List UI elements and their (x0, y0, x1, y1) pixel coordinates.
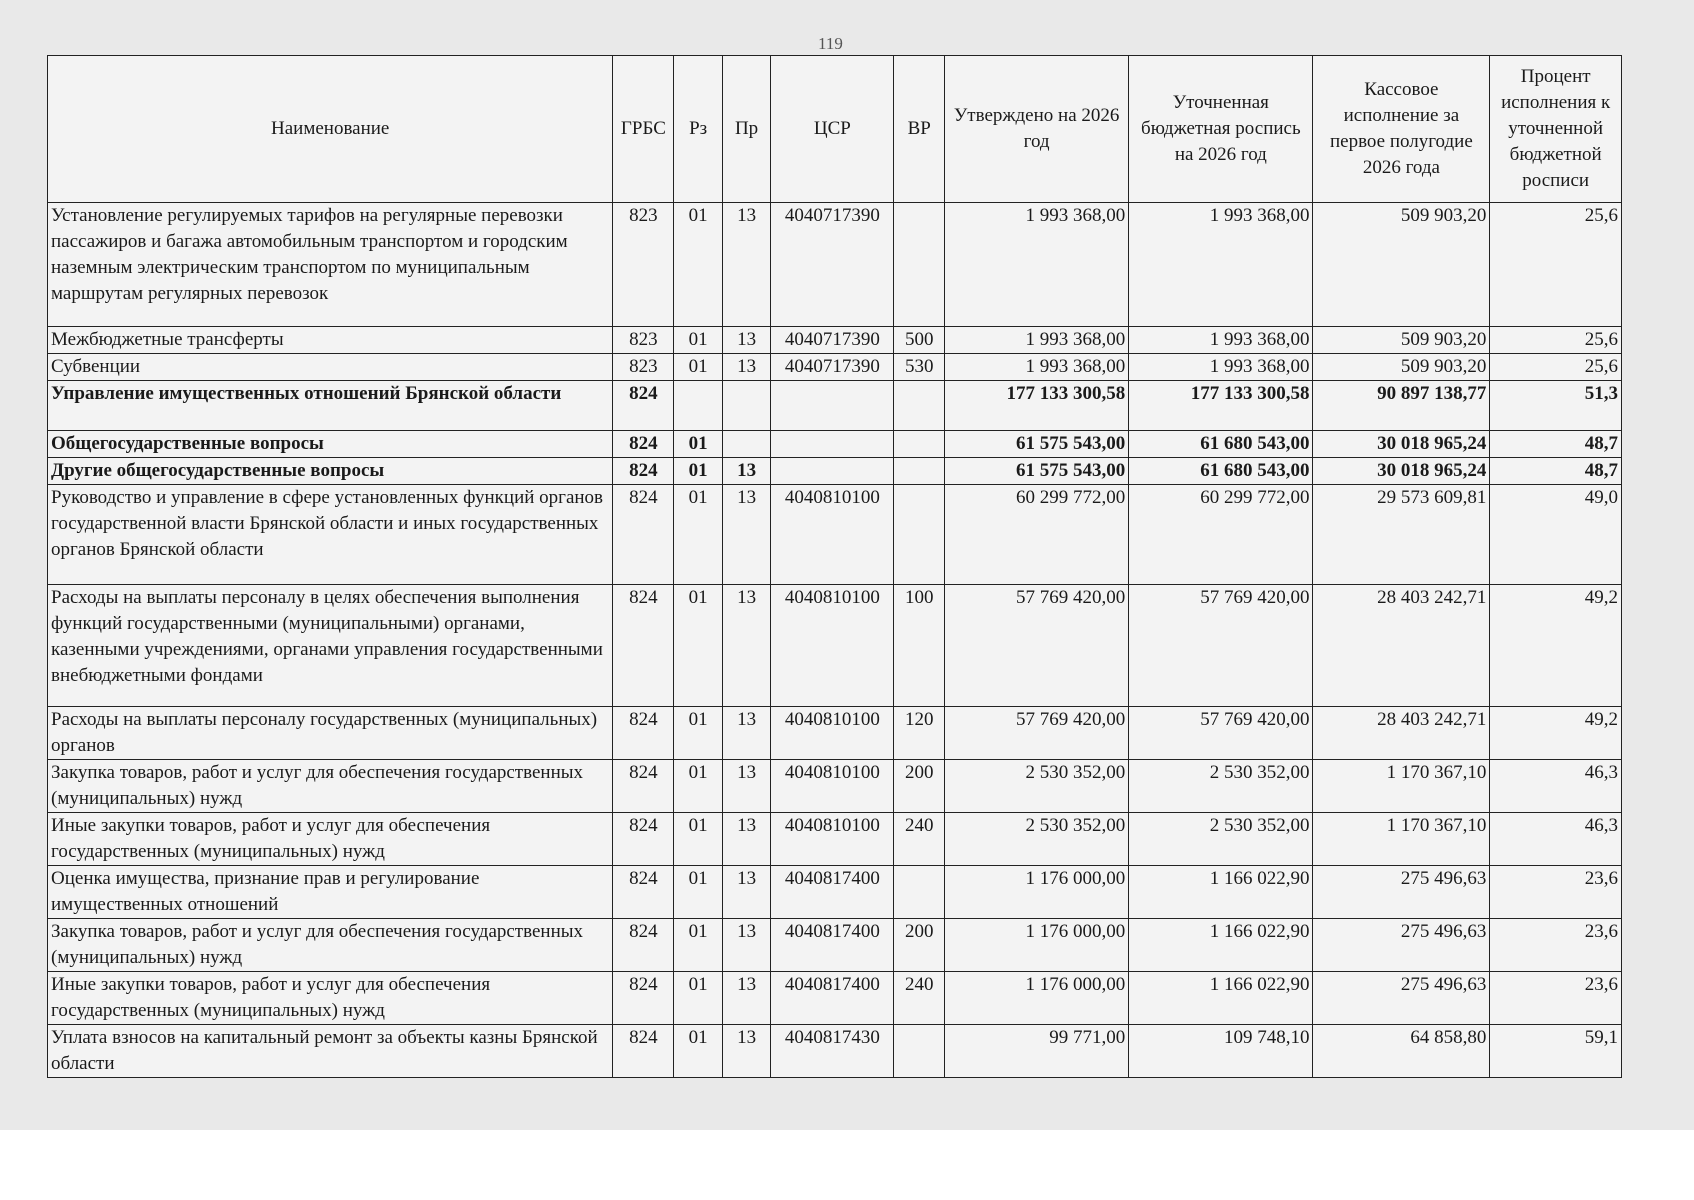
cell-name: Иные закупки товаров, работ и услуг для обеспечения государственных (муниципальных) нужд (48, 972, 613, 1025)
cell-percent: 25,6 (1490, 327, 1622, 354)
cell-csr: 4040810100 (771, 585, 894, 707)
cell-cash: 30 018 965,24 (1313, 431, 1490, 458)
cell-rz: 01 (674, 919, 722, 972)
cell-cash: 275 496,63 (1313, 866, 1490, 919)
cell-refined: 2 530 352,00 (1129, 813, 1313, 866)
cell-cash: 30 018 965,24 (1313, 458, 1490, 485)
cell-approved: 57 769 420,00 (944, 707, 1128, 760)
cell-rz (674, 381, 722, 431)
cell-approved: 99 771,00 (944, 1025, 1128, 1078)
cell-approved: 1 993 368,00 (944, 327, 1128, 354)
cell-rz: 01 (674, 1025, 722, 1078)
budget-execution-table (47, 55, 1622, 1078)
cell-pr: 13 (722, 327, 770, 354)
cell-refined: 1 166 022,90 (1129, 972, 1313, 1025)
cell-refined: 1 993 368,00 (1129, 327, 1313, 354)
cell-cash: 275 496,63 (1313, 919, 1490, 972)
cell-rz: 01 (674, 354, 722, 381)
cell-approved: 1 993 368,00 (944, 354, 1128, 381)
cell-refined: 57 769 420,00 (1129, 707, 1313, 760)
cell-rz: 01 (674, 431, 722, 458)
cell-grbs: 824 (613, 431, 674, 458)
cell-rz: 01 (674, 203, 722, 327)
cell-vr: 120 (894, 707, 945, 760)
cell-grbs: 824 (613, 972, 674, 1025)
cell-rz: 01 (674, 707, 722, 760)
cell-refined: 1 166 022,90 (1129, 919, 1313, 972)
cell-percent: 23,6 (1490, 972, 1622, 1025)
cell-csr: 4040717390 (771, 327, 894, 354)
cell-name: Расходы на выплаты персоналу в целях обеспечения выполнения функций государственными (муниципальными) органами, казенными учреждениями, органами управления государственными внебюджетными фондами (48, 585, 613, 707)
cell-name: Межбюджетные трансферты (48, 327, 613, 354)
cell-approved: 1 176 000,00 (944, 972, 1128, 1025)
cell-pr: 13 (722, 458, 770, 485)
header-cash: Кассовое исполнение за первое полугодие 2026 года (1313, 56, 1490, 203)
cell-csr: 4040817400 (771, 919, 894, 972)
cell-name: Субвенции (48, 354, 613, 381)
cell-rz: 01 (674, 813, 722, 866)
cell-percent: 49,2 (1490, 585, 1622, 707)
cell-refined: 2 530 352,00 (1129, 760, 1313, 813)
header-rz: Рз (674, 56, 722, 203)
cell-grbs: 824 (613, 485, 674, 585)
cell-cash: 1 170 367,10 (1313, 760, 1490, 813)
cell-rz: 01 (674, 585, 722, 707)
cell-csr: 4040817400 (771, 866, 894, 919)
cell-vr (894, 458, 945, 485)
cell-name: Закупка товаров, работ и услуг для обеспечения государственных (муниципальных) нужд (48, 760, 613, 813)
cell-percent: 46,3 (1490, 813, 1622, 866)
cell-approved: 2 530 352,00 (944, 813, 1128, 866)
cell-grbs: 823 (613, 354, 674, 381)
table-row (48, 707, 1622, 760)
cell-vr: 240 (894, 813, 945, 866)
cell-cash: 1 170 367,10 (1313, 813, 1490, 866)
cell-name: Управление имущественных отношений Брянской области (48, 381, 613, 431)
cell-cash: 90 897 138,77 (1313, 381, 1490, 431)
cell-approved: 61 575 543,00 (944, 431, 1128, 458)
cell-refined: 60 299 772,00 (1129, 485, 1313, 585)
cell-grbs: 823 (613, 327, 674, 354)
cell-vr (894, 431, 945, 458)
cell-refined: 57 769 420,00 (1129, 585, 1313, 707)
cell-pr: 13 (722, 919, 770, 972)
table-row (48, 972, 1622, 1025)
cell-refined: 109 748,10 (1129, 1025, 1313, 1078)
cell-percent: 46,3 (1490, 760, 1622, 813)
cell-grbs: 824 (613, 866, 674, 919)
cell-cash: 509 903,20 (1313, 354, 1490, 381)
cell-csr: 4040817430 (771, 1025, 894, 1078)
cell-rz: 01 (674, 485, 722, 585)
cell-pr: 13 (722, 1025, 770, 1078)
cell-refined: 1 993 368,00 (1129, 203, 1313, 327)
cell-name: Уплата взносов на капитальный ремонт за объекты казны Брянской области (48, 1025, 613, 1078)
cell-cash: 28 403 242,71 (1313, 585, 1490, 707)
cell-refined: 61 680 543,00 (1129, 458, 1313, 485)
cell-pr: 13 (722, 203, 770, 327)
cell-vr: 240 (894, 972, 945, 1025)
cell-approved: 60 299 772,00 (944, 485, 1128, 585)
cell-grbs: 824 (613, 458, 674, 485)
cell-pr: 13 (722, 585, 770, 707)
table-row (48, 458, 1622, 485)
table-header-row (48, 56, 1622, 203)
header-name: Наименование (48, 56, 613, 203)
cell-cash: 29 573 609,81 (1313, 485, 1490, 585)
cell-percent: 48,7 (1490, 431, 1622, 458)
cell-vr (894, 381, 945, 431)
cell-grbs: 824 (613, 585, 674, 707)
cell-vr: 200 (894, 760, 945, 813)
cell-vr: 200 (894, 919, 945, 972)
cell-csr (771, 431, 894, 458)
cell-grbs: 824 (613, 760, 674, 813)
cell-approved: 1 993 368,00 (944, 203, 1128, 327)
cell-vr (894, 485, 945, 585)
cell-name: Расходы на выплаты персоналу государственных (муниципальных) органов (48, 707, 613, 760)
cell-grbs: 824 (613, 381, 674, 431)
cell-refined: 1 993 368,00 (1129, 354, 1313, 381)
cell-percent: 49,2 (1490, 707, 1622, 760)
header-csr: ЦСР (771, 56, 894, 203)
cell-approved: 1 176 000,00 (944, 919, 1128, 972)
cell-approved: 2 530 352,00 (944, 760, 1128, 813)
cell-percent: 49,0 (1490, 485, 1622, 585)
table-row (48, 585, 1622, 707)
cell-approved: 177 133 300,58 (944, 381, 1128, 431)
cell-vr: 100 (894, 585, 945, 707)
cell-percent: 51,3 (1490, 381, 1622, 431)
cell-vr (894, 1025, 945, 1078)
cell-name: Закупка товаров, работ и услуг для обеспечения государственных (муниципальных) нужд (48, 919, 613, 972)
page-number: 119 (818, 34, 843, 53)
table-row (48, 327, 1622, 354)
cell-name: Руководство и управление в сфере установленных функций органов государственной власти Брянской области и иных государственных органов Брянской области (48, 485, 613, 585)
cell-csr: 4040717390 (771, 203, 894, 327)
cell-cash: 28 403 242,71 (1313, 707, 1490, 760)
cell-grbs: 824 (613, 919, 674, 972)
cell-vr (894, 866, 945, 919)
cell-csr: 4040817400 (771, 972, 894, 1025)
table-row (48, 866, 1622, 919)
table-row (48, 381, 1622, 431)
cell-rz: 01 (674, 760, 722, 813)
cell-cash: 509 903,20 (1313, 327, 1490, 354)
cell-csr (771, 458, 894, 485)
header-approved: Утверждено на 2026 год (944, 56, 1128, 203)
cell-csr: 4040810100 (771, 813, 894, 866)
cell-csr (771, 381, 894, 431)
cell-name: Установление регулируемых тарифов на регулярные перевозки пассажиров и багажа автомобильным транспортом и городским наземным электрическим транспортом по муниципальным маршрутам регулярных перевозок (48, 203, 613, 327)
cell-percent: 25,6 (1490, 354, 1622, 381)
header-pr: Пр (722, 56, 770, 203)
table-row (48, 1025, 1622, 1078)
cell-rz: 01 (674, 327, 722, 354)
header-refined: Уточненная бюджетная роспись на 2026 год (1129, 56, 1313, 203)
cell-pr: 13 (722, 813, 770, 866)
cell-csr: 4040810100 (771, 485, 894, 585)
cell-refined: 177 133 300,58 (1129, 381, 1313, 431)
cell-refined: 1 166 022,90 (1129, 866, 1313, 919)
cell-approved: 57 769 420,00 (944, 585, 1128, 707)
cell-csr: 4040810100 (771, 760, 894, 813)
cell-cash: 64 858,80 (1313, 1025, 1490, 1078)
table-row (48, 760, 1622, 813)
cell-vr (894, 203, 945, 327)
cell-pr (722, 431, 770, 458)
cell-vr: 500 (894, 327, 945, 354)
cell-name: Другие общегосударственные вопросы (48, 458, 613, 485)
cell-vr: 530 (894, 354, 945, 381)
cell-percent: 25,6 (1490, 203, 1622, 327)
table-row (48, 485, 1622, 585)
cell-cash: 275 496,63 (1313, 972, 1490, 1025)
cell-name: Оценка имущества, признание прав и регулирование имущественных отношений (48, 866, 613, 919)
cell-pr: 13 (722, 354, 770, 381)
cell-percent: 23,6 (1490, 919, 1622, 972)
header-grbs: ГРБС (613, 56, 674, 203)
table-row (48, 203, 1622, 327)
cell-refined: 61 680 543,00 (1129, 431, 1313, 458)
cell-cash: 509 903,20 (1313, 203, 1490, 327)
cell-csr: 4040717390 (771, 354, 894, 381)
table-row (48, 431, 1622, 458)
cell-rz: 01 (674, 866, 722, 919)
cell-percent: 48,7 (1490, 458, 1622, 485)
table-row (48, 354, 1622, 381)
cell-name: Общегосударственные вопросы (48, 431, 613, 458)
cell-percent: 23,6 (1490, 866, 1622, 919)
cell-grbs: 824 (613, 1025, 674, 1078)
cell-pr: 13 (722, 866, 770, 919)
cell-rz: 01 (674, 972, 722, 1025)
cell-pr: 13 (722, 972, 770, 1025)
header-vr: ВР (894, 56, 945, 203)
cell-approved: 61 575 543,00 (944, 458, 1128, 485)
table-body (48, 203, 1622, 1078)
table-row (48, 919, 1622, 972)
cell-pr: 13 (722, 485, 770, 585)
cell-pr: 13 (722, 760, 770, 813)
cell-grbs: 824 (613, 813, 674, 866)
header-percent: Процент исполнения к уточненной бюджетной росписи (1490, 56, 1622, 203)
cell-rz: 01 (674, 458, 722, 485)
cell-grbs: 824 (613, 707, 674, 760)
cell-approved: 1 176 000,00 (944, 866, 1128, 919)
cell-name: Иные закупки товаров, работ и услуг для обеспечения государственных (муниципальных) нужд (48, 813, 613, 866)
cell-grbs: 823 (613, 203, 674, 327)
cell-csr: 4040810100 (771, 707, 894, 760)
table-row (48, 813, 1622, 866)
cell-percent: 59,1 (1490, 1025, 1622, 1078)
cell-pr (722, 381, 770, 431)
cell-pr: 13 (722, 707, 770, 760)
